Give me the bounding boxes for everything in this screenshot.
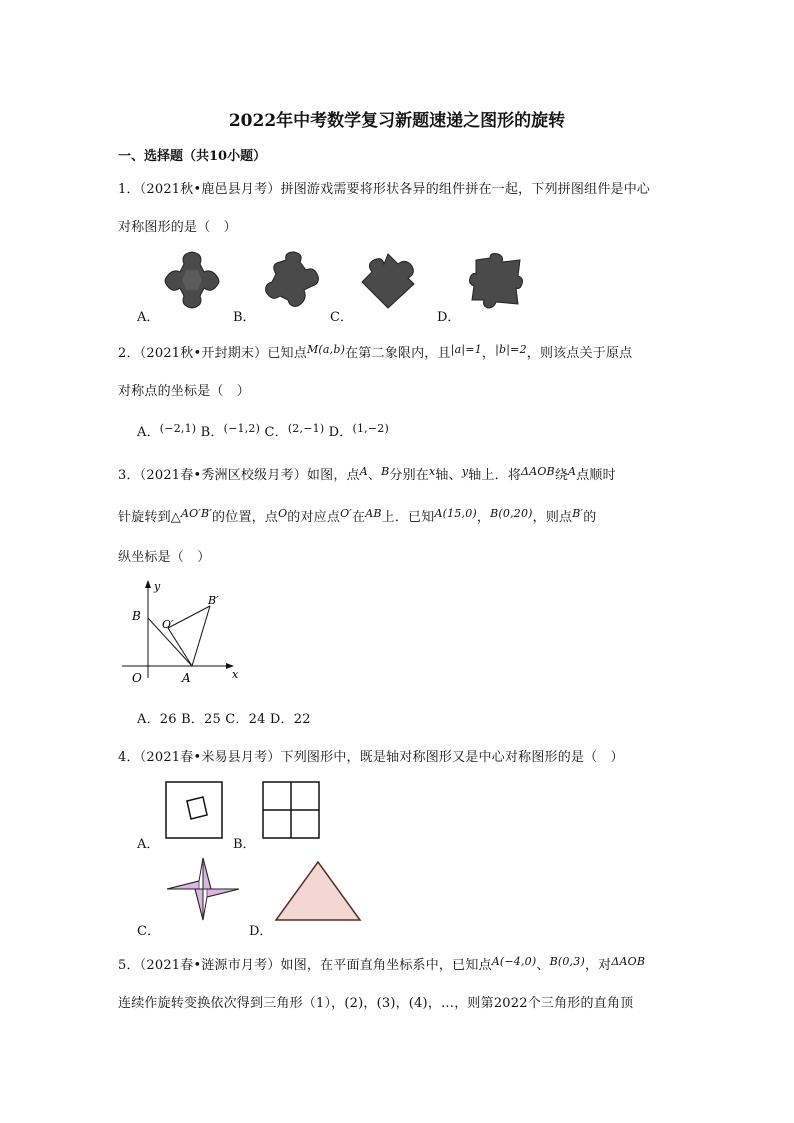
q2-line-2: 对称点的坐标是（ ）: [118, 384, 251, 399]
q3-t13: ，: [476, 510, 491, 525]
q2-option-b-label: B．: [200, 425, 224, 440]
label-o: O: [132, 671, 142, 685]
q5-line-1: [118, 954, 645, 973]
q3-t11: 在: [352, 510, 366, 525]
q3-t1: 3．（2021春•秀洲区校级月考）如图，点: [118, 468, 360, 483]
q5-t2: 、: [536, 958, 550, 973]
q2-option-a-value: (−2,1): [159, 422, 197, 435]
q3-m9: O′: [340, 507, 353, 520]
q1-option-c: C．: [330, 310, 353, 325]
label-y: y: [154, 580, 161, 593]
q1-line-2: 对称图形的是（ ）: [118, 220, 237, 235]
q2-line-1: [118, 342, 632, 361]
q2-option-d-label: D．: [328, 425, 353, 440]
puzzle-piece-c: [358, 250, 418, 312]
q4-option-c: C．: [137, 924, 160, 939]
q5-m1: A(−4,0): [491, 955, 537, 968]
q2-math-b: |b|=2: [495, 343, 527, 356]
q2-option-a-label: A．: [137, 425, 160, 440]
q3-m11: A(15,0): [434, 507, 477, 520]
q2-text-1: 2．（2021秋•开封期末）已知点: [118, 346, 307, 361]
puzzle-piece-a: [162, 250, 222, 310]
q3-line-1: [118, 464, 616, 483]
q4-figure-a: [165, 781, 223, 839]
q3-t4: 轴、: [435, 468, 462, 483]
q3-t12: 上．已知: [381, 510, 435, 525]
label-b-prime: B′: [208, 594, 219, 607]
q2-option-b-value: (−1,2): [223, 422, 261, 435]
q3-t15: 的: [583, 510, 597, 525]
q3-t5: 轴上．将: [468, 468, 522, 483]
q1-option-a: A．: [137, 310, 160, 325]
q3-m5: ΔAOB: [521, 465, 555, 478]
q5-t1: 5．（2021春•涟源市月考）如图，在平面直角坐标系中，已知点: [118, 958, 492, 973]
y-axis-arrow: [145, 580, 151, 588]
label-a: A: [182, 671, 191, 685]
segment-ab-prime: [192, 606, 210, 666]
label-b: B: [132, 609, 141, 623]
q3-answer-options: A．26 B．25 C．24 D．22: [137, 712, 311, 727]
segment-ob: [168, 606, 210, 628]
q3-m6: A: [568, 465, 577, 478]
q4-figure-b: [262, 781, 320, 839]
segment-ao: [168, 628, 192, 666]
q3-m10: AB: [365, 507, 382, 520]
q3-m4: y: [461, 465, 469, 478]
q3-line-2: [118, 506, 596, 525]
q5-m3: ΔAOB: [611, 955, 646, 968]
label-x: x: [232, 668, 239, 681]
q3-t7: 点顺时: [576, 468, 616, 483]
q3-m7: AO′B′: [181, 507, 213, 520]
q2-options: [137, 421, 389, 440]
q2-option-c-label: C．: [264, 425, 288, 440]
q3-t3: 分别在: [389, 468, 429, 483]
q3-line-3: 纵坐标是（ ）: [118, 550, 211, 565]
q4-line-1: 4．（2021春•米易县月考）下列图形中，既是轴对称图形又是中心对称图形的是（ ）: [118, 750, 624, 765]
q3-t9: 的位置，点: [212, 510, 279, 525]
page-title: 2022年中考数学复习新题速递之图形的旋转: [228, 111, 566, 131]
q3-m1: A: [359, 465, 368, 478]
q3-m3: x: [429, 465, 436, 478]
q3-t10: 的对应点: [287, 510, 341, 525]
q3-t14: ，则点: [532, 510, 573, 525]
q2-text-2: 在第二象限内，且: [345, 346, 451, 361]
q4-option-a: A．: [137, 837, 160, 852]
q5-t3: ，对: [584, 958, 612, 973]
q1-option-d: D．: [437, 310, 461, 325]
q3-m12: B(0,20): [490, 507, 533, 520]
q4-figure-d-triangle: [274, 860, 362, 922]
q2-math-a: |a|=1: [450, 343, 482, 356]
q3-t8: 针旋转到△: [118, 510, 181, 525]
q4-figure-c-pinwheel: [163, 856, 243, 922]
q2-text-4: ，则该点关于原点: [526, 346, 633, 361]
q3-m2: B: [381, 465, 390, 478]
section-heading: 一、选择题（共10小题）: [118, 149, 267, 164]
q4-option-b: B．: [233, 837, 256, 852]
q3-t2: 、: [367, 468, 382, 483]
q5-line-2: 连续作旋转变换依次得到三角形（1），(2)，(3)，(4)，…，则第2022个三角形的直角顶: [118, 996, 634, 1011]
q2-text-3: ，: [481, 346, 496, 361]
q3-t6: 绕: [554, 468, 569, 483]
q2-math-m: M(a,b): [306, 343, 346, 356]
q2-option-d-value: (1,−2): [352, 422, 389, 435]
q3-m13: B′: [572, 507, 584, 520]
q4-option-d: D．: [249, 924, 273, 939]
puzzle-piece-b: [262, 250, 322, 310]
q1-line-1: 1．（2021秋•鹿邑县月考）拼图游戏需要将形状各异的组件拼在一起，下列拼图组件是中心: [118, 182, 651, 197]
q3-coordinate-figure: [120, 578, 250, 688]
q5-m2: B(0,3): [549, 955, 585, 968]
q2-option-c-value: (2,−1): [287, 422, 325, 435]
q3-m8: O: [278, 507, 288, 520]
q1-option-b: B．: [233, 310, 256, 325]
puzzle-piece-d: [466, 252, 526, 310]
label-o-prime: O′: [162, 618, 174, 631]
